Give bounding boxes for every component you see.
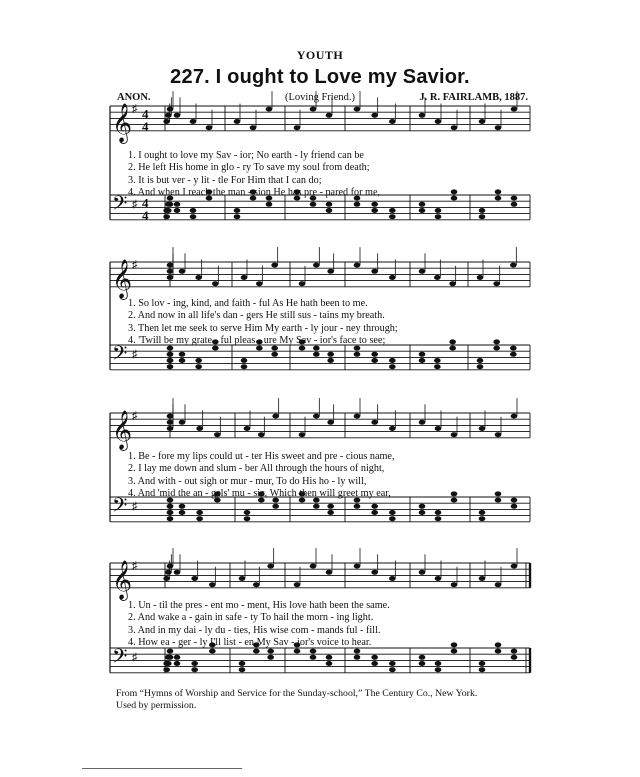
notehead	[326, 202, 333, 207]
notehead	[477, 358, 484, 363]
notehead	[389, 214, 396, 219]
notehead	[371, 269, 378, 274]
notehead	[479, 214, 486, 219]
treble-clef-icon: 𝄞	[112, 559, 133, 600]
verse-line: 1. So lov - ing, kind, and faith - ful As He hath been to me.	[128, 298, 368, 309]
notehead	[326, 661, 333, 666]
notehead	[271, 263, 278, 268]
notehead	[354, 655, 361, 660]
notehead	[163, 667, 170, 672]
verse-line: 4. 'Twill be my grate - ful pleas - ure My Sav - ior's face to see;	[128, 335, 386, 347]
notehead	[174, 570, 181, 575]
notehead	[451, 582, 458, 587]
notehead	[371, 352, 378, 357]
notehead	[371, 208, 378, 213]
verse-line: 4. And 'mid the an - gels' mu - sic, Which then will greet my ear,	[128, 488, 391, 500]
key-sharp-icon: ♯	[132, 560, 138, 573]
key-sharp-icon: ♯	[132, 198, 138, 211]
bass-clef-icon: 𝄢	[112, 493, 128, 522]
notehead	[294, 125, 301, 130]
notehead	[167, 275, 174, 280]
notehead	[493, 281, 500, 286]
verse-line: 2. I lay me down and slum - ber All through the hours of night,	[128, 463, 385, 475]
notehead	[327, 510, 334, 515]
notehead	[479, 667, 486, 672]
verse-line: 1. I ought to love my Sav - ior; No earth - ly friend can be	[128, 150, 364, 161]
notehead	[190, 214, 197, 219]
notehead	[163, 119, 170, 124]
notehead	[266, 202, 273, 207]
notehead	[209, 582, 216, 587]
notehead	[191, 576, 198, 581]
notehead	[389, 510, 396, 515]
notehead	[419, 113, 426, 118]
notehead	[174, 113, 181, 118]
notehead	[434, 358, 441, 363]
notehead	[179, 269, 186, 274]
notehead	[479, 516, 486, 521]
notehead	[239, 667, 246, 672]
notehead	[495, 432, 502, 437]
notehead	[174, 208, 181, 213]
key-sharp-icon: ♯	[132, 651, 138, 664]
time-signature-bottom: 4	[142, 118, 149, 134]
notehead	[389, 364, 396, 369]
notehead	[495, 582, 502, 587]
verse-line: 2. And now in all life's dan - gers He still sus - tains my breath.	[128, 310, 385, 322]
notehead	[191, 667, 198, 672]
notehead	[479, 661, 486, 666]
time-signature-bottom: 4	[142, 207, 149, 223]
notehead	[241, 358, 248, 363]
notehead	[371, 113, 378, 118]
notehead	[495, 125, 502, 130]
notehead	[272, 504, 279, 509]
notehead	[371, 655, 378, 660]
notehead	[174, 661, 181, 666]
verse-line: 4. And when I reach the man - sion He has pre - pared for me,	[128, 187, 381, 199]
notehead	[451, 432, 458, 437]
notehead	[167, 358, 174, 363]
notehead	[479, 119, 486, 124]
notehead	[354, 504, 361, 509]
notehead	[419, 358, 426, 363]
notehead	[250, 125, 257, 130]
notehead	[419, 208, 426, 213]
notehead	[310, 655, 317, 660]
notehead	[371, 358, 378, 363]
notehead	[195, 364, 202, 369]
notehead	[234, 208, 241, 213]
notehead	[326, 208, 333, 213]
notehead	[449, 281, 456, 286]
lyrics-system-1	[128, 150, 520, 200]
section-heading: YOUTH	[296, 48, 344, 62]
permission-line: Used by permission.	[116, 699, 197, 711]
notehead	[435, 510, 442, 515]
notehead	[271, 352, 278, 357]
notehead	[196, 426, 203, 431]
notehead	[310, 202, 317, 207]
notehead	[165, 655, 172, 660]
notehead	[241, 364, 248, 369]
verse-line: 1. Be - fore my lips could ut - ter His sweet and pre - cious name,	[128, 451, 395, 462]
notehead	[419, 504, 426, 509]
notehead	[510, 263, 517, 268]
bass-clef-icon: 𝄢	[112, 341, 128, 370]
hymn-title-text: I ought to Love my Savior.	[215, 66, 470, 88]
notehead	[511, 202, 518, 207]
treble-clef-icon: 𝄞	[112, 258, 133, 299]
notehead	[165, 570, 172, 575]
notehead	[327, 420, 334, 425]
lyrics-system-2	[128, 298, 520, 348]
verse-line: 2. He left His home in glo - ry To save my soul from death;	[128, 162, 370, 174]
notehead	[389, 119, 396, 124]
notehead	[389, 661, 396, 666]
key-sharp-icon: ♯	[132, 500, 138, 513]
arranger: J. R. FAIRLAMB, 1887.	[419, 92, 528, 103]
time-signature-top: 4	[142, 106, 149, 122]
bass-clef-icon: 𝄢	[112, 644, 128, 673]
notehead	[435, 119, 442, 124]
notehead	[241, 275, 248, 280]
treble-clef-icon: 𝄞	[112, 409, 133, 450]
notehead	[253, 582, 260, 587]
notehead	[435, 516, 442, 521]
notehead	[327, 352, 334, 357]
verse-line: 4. How ea - ger - ly I'll list - en My Sav - ior's voice to hear.	[128, 637, 372, 649]
notehead	[435, 661, 442, 666]
notehead	[354, 564, 361, 569]
notehead	[313, 504, 320, 509]
notehead	[179, 510, 186, 515]
notehead	[165, 113, 172, 118]
notehead	[167, 263, 174, 268]
notehead	[511, 655, 518, 660]
notehead	[179, 352, 186, 357]
notehead	[191, 661, 198, 666]
notehead	[313, 352, 320, 357]
notehead	[167, 414, 174, 419]
lyrics-system-3	[128, 451, 520, 501]
notehead	[239, 661, 246, 666]
notehead	[256, 281, 263, 286]
notehead	[479, 576, 486, 581]
notehead	[313, 263, 320, 268]
notehead	[477, 275, 484, 280]
notehead	[313, 414, 320, 419]
notehead	[326, 570, 333, 575]
notehead	[511, 504, 518, 509]
notehead	[419, 202, 426, 207]
notehead	[244, 516, 251, 521]
notehead	[435, 576, 442, 581]
notehead	[389, 426, 396, 431]
notehead	[167, 269, 174, 274]
notehead	[258, 432, 265, 437]
notehead	[371, 510, 378, 515]
notehead	[299, 281, 306, 286]
notehead	[371, 504, 378, 509]
lyrics-system-4	[128, 600, 520, 650]
notehead	[167, 364, 174, 369]
notehead	[354, 414, 361, 419]
notehead	[179, 358, 186, 363]
notehead	[163, 208, 170, 213]
notehead	[326, 113, 333, 118]
time-signature-top: 4	[142, 195, 149, 211]
notehead	[371, 570, 378, 575]
notehead	[163, 214, 170, 219]
notehead	[389, 275, 396, 280]
notehead	[195, 358, 202, 363]
notehead	[435, 426, 442, 431]
notehead	[354, 263, 361, 268]
notehead	[267, 564, 274, 569]
notehead	[266, 107, 273, 112]
notehead	[419, 655, 426, 660]
treble-clef-icon: 𝄞	[112, 102, 133, 143]
notehead	[479, 510, 486, 515]
notehead	[326, 655, 333, 660]
notehead	[479, 426, 486, 431]
notehead	[434, 364, 441, 369]
key-sharp-icon: ♯	[132, 348, 138, 361]
notehead	[174, 655, 181, 660]
notehead	[163, 661, 170, 666]
hymn-number: 227.	[170, 66, 210, 88]
notehead	[167, 516, 174, 521]
notehead	[244, 426, 251, 431]
notehead	[244, 510, 251, 515]
source-credit	[116, 688, 536, 711]
notehead	[234, 214, 241, 219]
notehead	[511, 564, 518, 569]
notehead	[327, 358, 334, 363]
notehead	[214, 432, 221, 437]
notehead	[206, 125, 213, 130]
notehead	[294, 582, 301, 587]
notehead	[389, 358, 396, 363]
notehead	[179, 504, 186, 509]
notehead	[167, 510, 174, 515]
notehead	[419, 570, 426, 575]
verse-line: 3. And in my dai - ly du - ties, His wise com - mands ful - fill.	[128, 624, 381, 636]
verse-line: 3. Then let me seek to serve Him My earth - ly jour - ney through;	[128, 322, 398, 334]
notehead	[239, 576, 246, 581]
notehead	[419, 661, 426, 666]
notehead	[389, 516, 396, 521]
notehead	[167, 352, 174, 357]
notehead	[354, 352, 361, 357]
notehead	[165, 202, 172, 207]
notehead	[389, 208, 396, 213]
notehead	[272, 414, 279, 419]
notehead	[434, 275, 441, 280]
notehead	[451, 125, 458, 130]
notehead	[167, 426, 174, 431]
key-sharp-icon: ♯	[132, 103, 138, 116]
notehead	[195, 275, 202, 280]
notehead	[196, 516, 203, 521]
key-sharp-icon: ♯	[132, 259, 138, 272]
notehead	[196, 510, 203, 515]
notehead	[354, 202, 361, 207]
key-sharp-icon: ♯	[132, 410, 138, 423]
notehead	[354, 107, 361, 112]
notehead	[174, 202, 181, 207]
notehead	[371, 202, 378, 207]
notehead	[190, 208, 197, 213]
verse-line: 3. And with - out sigh or mur - mur, To do His ho - ly will,	[128, 475, 367, 487]
notehead	[212, 281, 219, 286]
notehead	[419, 420, 426, 425]
notehead	[511, 414, 518, 419]
notehead	[435, 208, 442, 213]
notehead	[371, 420, 378, 425]
notehead	[190, 119, 197, 124]
tune-name: (Loving Friend.)	[285, 92, 355, 103]
notehead	[419, 269, 426, 274]
notehead	[435, 667, 442, 672]
notehead	[479, 208, 486, 213]
notehead	[327, 269, 334, 274]
credit-line: From “Hymns of Worship and Service for the Sunday-school,” The Century Co., New York.	[116, 688, 478, 699]
composer: ANON.	[117, 92, 151, 103]
notehead	[511, 107, 518, 112]
verse-line: 1. Un - til the pres - ent mo - ment, His love hath been the same.	[128, 600, 390, 611]
notehead	[419, 510, 426, 515]
notehead	[267, 655, 274, 660]
notehead	[389, 576, 396, 581]
notehead	[510, 352, 517, 357]
verse-line: 2. And wake a - gain in safe - ty To hail the morn - ing light.	[128, 612, 374, 624]
notehead	[163, 576, 170, 581]
verse-line: 3. It is but ver - y lit - tle For Him that I can do;	[128, 174, 322, 186]
notehead	[310, 564, 317, 569]
notehead	[389, 667, 396, 672]
notehead	[179, 420, 186, 425]
notehead	[419, 352, 426, 357]
notehead	[327, 504, 334, 509]
notehead	[299, 432, 306, 437]
notehead	[477, 364, 484, 369]
notehead	[234, 119, 241, 124]
notehead	[167, 420, 174, 425]
notehead	[371, 661, 378, 666]
notehead	[167, 504, 174, 509]
footer-rule	[82, 768, 242, 769]
notehead	[310, 107, 317, 112]
notehead	[435, 214, 442, 219]
bass-clef-icon: 𝄢	[112, 191, 128, 220]
